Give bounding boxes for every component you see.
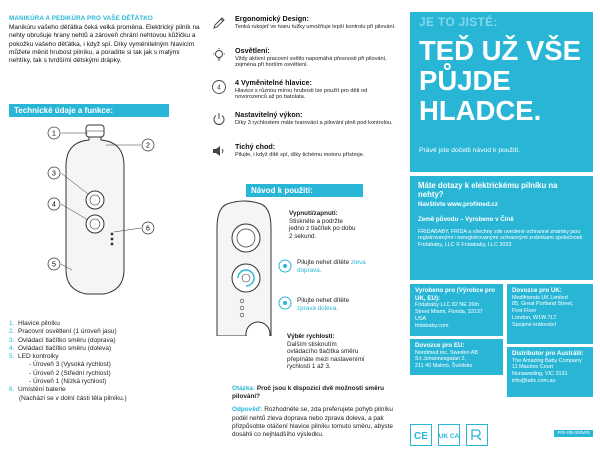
- contact-title: Máte dotazy k elektrickému pilníku na nehty?: [418, 181, 558, 199]
- light-bulb-icon: [211, 47, 227, 63]
- ukca-mark-icon: [438, 424, 460, 446]
- eu-importer-box: Dovozce pro EU: Nordimed Inc. Sweden AB S:t Johannesgatan 2, 211 40 Malmö, Švédsko: [410, 339, 503, 375]
- callout-1: [48, 127, 60, 139]
- led-indicator: [111, 238, 114, 241]
- list-item: - Úroveň 2 (Střední rychlost): [29, 369, 111, 377]
- svg-text:5: 5: [52, 261, 56, 269]
- usage-heading: Návod k použití:: [246, 184, 363, 197]
- svg-text:1: 1: [52, 130, 56, 138]
- svg-text:6: 6: [146, 225, 150, 233]
- callout-6: [142, 222, 154, 234]
- svg-text:CE: CE: [414, 431, 428, 442]
- svg-text:4: 4: [52, 201, 56, 209]
- intro-paragraph: Manikúru vašeho děťátka čeká velká proměna. Elektrický pilník na nehty obrušuje hrany nehtů a zároveň chrání nehtovou kůžičku a pokožku vašeho děťátka, i když spí. Díky vyměnitelným hlavicím můžete měnit hrubost pilníku, a poradíte si tak jak s malými nehtíky, tak s tvrdšími dětskými drápky.: [9, 24, 200, 65]
- parts-list: [9, 320, 204, 403]
- device-diagram: [6, 120, 196, 315]
- speaker-quiet-icon: [211, 143, 227, 159]
- website-link[interactable]: Navštivte www.profimed.cz: [418, 201, 498, 208]
- list-item: 6. Umístění baterie: [9, 386, 66, 394]
- left-direction-button: [86, 215, 104, 233]
- callout-2: [142, 139, 154, 151]
- section-title: MANIKÚRA A PEDIKÚRA PRO VAŠE DĚŤÁTKO: [9, 15, 153, 22]
- power-icon: [211, 111, 227, 127]
- led-indicator: [111, 233, 114, 236]
- device-body: [66, 134, 124, 294]
- list-item: - Úroveň 3 (Vysoká rychlost): [29, 361, 111, 369]
- au-distributor-box: Distributor pro Austrálii: The Amazing Baby Company 11 Maurice Court Nunawading, VIC 3131 info@tabc.com.au: [507, 347, 593, 397]
- contact-panel: [410, 176, 593, 280]
- right-instruction: Pilujte nehet dítěte zleva doprava.: [297, 259, 366, 274]
- power-instruction: Vypnutí/zapnutí: Stiskněte a podržte jedno z tlačítek po dobu 2 sekund.: [289, 210, 356, 240]
- answer: Odpověď: Rozhodněte se, zda preferujete pohyb pilníku podél nehtů zleva doprava nebo zprava doleva, a pak přizpůsobte otáčení hlavice pilníku tomuto směru, abyste dosáhli co nejhladšího výsledku.: [232, 406, 393, 439]
- question: Otázka: Proč jsou k dispozici dvě možnosti směru pilování?: [232, 385, 385, 401]
- hero-panel: [410, 12, 593, 172]
- hero-headline: TEĎ UŽ VŠE PŮJDE HLADCE.: [419, 35, 581, 126]
- pencil-icon: [211, 15, 227, 31]
- rcm-mark-icon: [466, 424, 488, 446]
- callout-4: [48, 198, 60, 210]
- certification-row: [410, 424, 593, 452]
- power-button: [232, 224, 260, 252]
- list-item: - Úroveň 1 (Nízká rychlost): [29, 378, 107, 386]
- list-item: 3. Ovládací tlačítko směru (doprava): [9, 336, 116, 344]
- document-code: FRI-0B-000WS: [554, 430, 593, 437]
- callout-3: [48, 167, 60, 179]
- manufacturer-box: Vyrobeno pro (Výrobce pro UK, EU): Fridababy LLC 82 NE 26th Street Miami, Florida, 33137 USA fridababy.com: [410, 284, 503, 336]
- uk-importer-box: Dovozce pro UK: Medifriends UK Limited 85, Great Portland Street, First Floor London, W1W 7LT Spojené království: [507, 284, 593, 344]
- svg-text:2: 2: [146, 142, 150, 150]
- faq: [232, 385, 402, 439]
- left-instruction: Pilujte nehet dítěte zprava doleva.: [297, 297, 350, 312]
- list-item: 5. LED kontrolky: [9, 353, 59, 361]
- right-direction-button: [86, 191, 104, 209]
- list-item: (Nachází se v dolní části těla pilníku.): [19, 394, 127, 402]
- legal-notice: FRIDABABY, FRIDA a všechny zde uvedené ochranné známky jsou registrovanými i neregistrovanými ochrannými známkami společnosti Fridababy, LLC © Fridababy, LLC 2023: [418, 228, 583, 249]
- device-usage-diagram: [213, 198, 275, 336]
- ce-mark-icon: [410, 424, 432, 446]
- svg-text:UK CA: UK CA: [438, 433, 460, 440]
- attachment-heads-icon: [211, 79, 227, 95]
- svg-text:3: 3: [52, 170, 56, 178]
- led-indicator: [240, 313, 244, 317]
- led-indicator: [111, 243, 114, 246]
- list-item: 1. Hlavice pilníku: [9, 320, 60, 327]
- origin: Země původu – Vyrobeno v Číně: [418, 215, 514, 223]
- callout-5: [48, 258, 60, 270]
- list-item: 4. Ovládací tlačítko směru (doleva): [9, 344, 112, 352]
- hero-kicker: JE TO JISTÉ:: [419, 15, 498, 29]
- led-indicator: [240, 299, 244, 303]
- right-direction-button: [232, 264, 260, 292]
- hero-subtitle: Právě jste dočetli návod k použití.: [419, 147, 521, 154]
- list-item: 2. Pracovní osvětlení (1 úroveň jasu): [9, 328, 117, 336]
- svg-text:4: 4: [217, 84, 221, 92]
- spec-heading: Technické údaje a funkce:: [9, 104, 169, 117]
- speed-instruction: Výběr rychlosti: Dalším stisknutím ovládacího tlačítka směru přepínáte mezi nastaveními rychlosti 1 až 3.: [287, 333, 365, 371]
- led-indicator: [240, 306, 244, 310]
